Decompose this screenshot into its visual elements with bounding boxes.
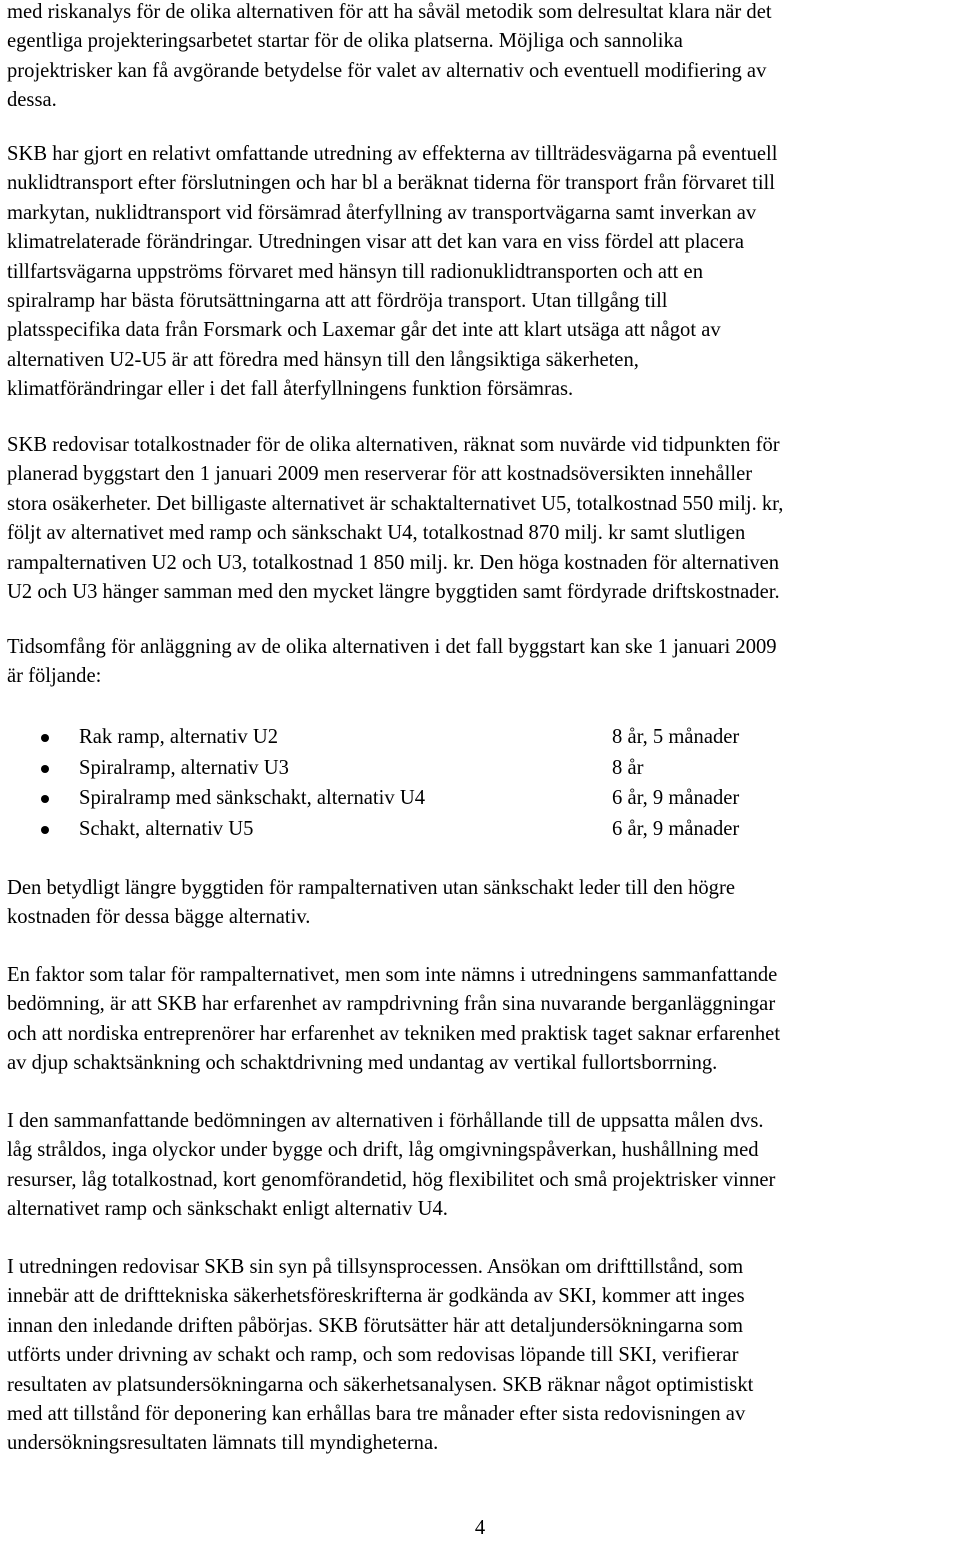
text-line: resurser, låg totalkostnad, kort genomförandetid, hög flexibilitet och små projektrisker vinner [7,1168,776,1191]
paragraph-build-time [7,874,955,933]
text-line: tillfartsvägarna uppströms förvaret med hänsyn till radionuklidtransporten och att en [7,260,703,283]
bullet-icon [41,765,49,773]
text-line: projektrisker kan få avgörande betydelse för valet av alternativ och eventuell modifiering av [7,59,767,82]
paragraph-nuclide-transport [7,140,955,405]
text-line: I utredningen redovisar SKB sin syn på tillsynsprocessen. Ansökan om drifttillstånd, som [7,1256,744,1278]
text-line: markytan, nuklidtransport vid försämrad återfyllning av transportvägarna samt inverkan av [7,201,757,224]
text-line: klimatförändringar eller i det fall återfyllningens funktion försämras. [7,378,574,401]
duration-value: 8 år [612,756,644,779]
alternative-label: Schakt, alternativ U5 [79,817,254,840]
text-line: undersökningsresultaten lämnats till myndigheterna. [7,1432,439,1455]
duration-value: 6 år, 9 månader [612,787,740,809]
duration-value: 6 år, 9 månader [612,817,740,840]
text-line: egentliga projekteringsarbetet startar för de olika platserna. Möjliga och sannolika [7,30,683,53]
alternative-label: Rak ramp, alternativ U2 [79,726,279,748]
paragraph-ramp-experience [7,961,955,1079]
text-line: En faktor som talar för rampalternativet, men som inte nämns i utredningens sammanfattande [7,964,778,986]
text-line: utförts under drivning av schakt och ramp, och som redovisas löpande till SKI, verifierar [7,1344,739,1367]
list-item [7,723,907,753]
alternative-label: Spiralramp med sänkschakt, alternativ U4 [79,787,425,809]
text-line: kostnaden för dessa bägge alternativ. [7,906,311,929]
text-line: innan den inledande driften påbörjas. SKB förutsätter här att detaljundersökningarna som [7,1314,744,1337]
text-line: dessa. [7,89,57,112]
paragraph-schedule-intro [7,633,955,692]
text-line: SKB redovisar totalkostnader för de olika alternativen, räknat som nuvärde vid tidpunkten för [7,434,780,456]
text-line: bedömning, är att SKB har erfarenhet av rampdrivning från sina nuvarande berganläggningar [7,993,776,1016]
text-line: med att tillstånd för deponering kan erhållas bara tre månader efter sista redovisningen av [7,1403,746,1426]
paragraph-summary-assessment [7,1107,955,1225]
bullet-icon [41,734,49,742]
text-line: I den sammanfattande bedömningen av alternativen i förhållande till de uppsatta målen dvs. [7,1110,764,1132]
duration-value: 8 år, 5 månader [612,726,740,748]
text-line: följt av alternativet med ramp och sänkschakt U4, totalkostnad 870 milj. kr samt slutligen [7,522,746,545]
text-line: alternativen U2-U5 är att föredra med hänsyn till den långsiktiga säkerheten, [7,348,639,371]
page-number: 4 [474,1517,486,1539]
text-line: SKB har gjort en relativt omfattande utredning av effekterna av tillträdesvägarna på eventuell [7,143,778,165]
list-item [7,754,907,784]
bullet-icon [41,826,49,834]
paragraph-supervision-process [7,1253,955,1459]
list-item [7,815,907,845]
text-line: och att nordiska entreprenörer har erfarenhet av tekniken med praktisk taget saknar erfarenhet [7,1022,781,1045]
paragraph-risk-analysis [7,0,955,116]
text-line: spiralramp har bästa förutsättningarna att att fördröja transport. Utan tillgång till [7,290,668,313]
text-line: låg stråldos, inga olyckor under bygge och drift, låg omgivningspåverkan, hushållning med [7,1139,759,1162]
text-line: U2 och U3 hänger samman med den mycket längre byggtiden samt fördyrade driftskostnader. [7,581,780,604]
text-line: rampalternativen U2 och U3, totalkostnad 1 850 milj. kr. Den höga kostnaden för alternativen [7,551,780,574]
text-line: stora osäkerheter. Det billigaste alternativet är schaktalternativet U5, totalkostnad 550 milj. kr, [7,492,784,515]
text-line: Den betydligt längre byggtiden för rampalternativen utan sänkschakt leder till den högre [7,877,735,899]
text-line: platsspecifika data från Forsmark och Laxemar går det inte att klart utsäga att något av [7,319,721,342]
alternative-label: Spiralramp, alternativ U3 [79,756,289,779]
text-line: planerad byggstart den 1 januari 2009 men reserverar för att kostnadsöversikten innehåller [7,463,753,486]
bullet-icon [41,795,49,803]
schedule-list [7,723,955,853]
text-line: är följande: [7,665,102,688]
text-line: av djup schaktsänkning och schaktdrivning med undantag av vertikal fullortsborrning. [7,1052,718,1075]
text-line: alternativet ramp och sänkschakt enligt alternativ U4. [7,1198,448,1221]
text-line: resultaten av platsundersökningarna och säkerhetsanalysen. SKB räknar något optimistiskt [7,1373,754,1396]
text-line: innebär att de drifttekniska säkerhetsföreskrifterna är godkända av SKI, kommer att inges [7,1285,745,1308]
paragraph-total-costs [7,431,955,607]
text-line: klimatrelaterade förändringar. Utredningen visar att det kan vara en viss fördel att placera [7,231,745,254]
text-line: med riskanalys för de olika alternativen för att ha såväl metodik som delresultat klara när det [7,1,772,23]
text-line: nuklidtransport efter förslutningen och har bl a beräknat tiderna för transport från förvaret till [7,172,775,195]
text-line: Tidsomfång för anläggning av de olika alternativen i det fall byggstart kan ske 1 januari 2009 [7,636,777,658]
list-item [7,784,907,814]
